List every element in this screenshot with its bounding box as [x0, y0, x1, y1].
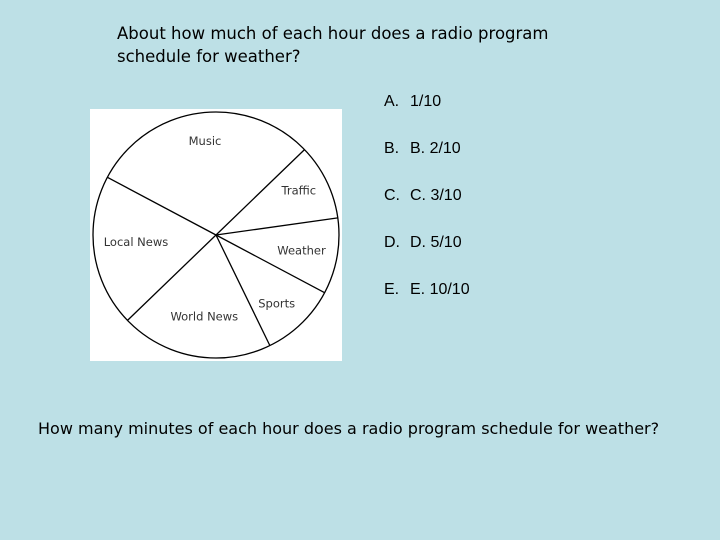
- option-c[interactable]: [384, 184, 470, 207]
- slice-label-sports: Sports: [258, 296, 296, 311]
- option-text: D. 5/10: [410, 234, 462, 251]
- slice-label-world-news: World News: [170, 309, 239, 324]
- option-text: 1/10: [410, 93, 442, 110]
- option-text: E. 10/10: [410, 281, 470, 298]
- option-e[interactable]: [384, 278, 470, 301]
- option-letter: C.: [384, 187, 400, 204]
- slice-label-music: Music: [188, 134, 222, 148]
- option-text: C. 3/10: [410, 187, 462, 204]
- option-letter: B.: [384, 140, 400, 157]
- option-letter: D.: [384, 234, 400, 251]
- option-d[interactable]: [384, 231, 470, 254]
- slice-divider-weather: [216, 218, 338, 235]
- option-text: B. 2/10: [410, 140, 461, 157]
- slice-divider-world-news: [216, 235, 270, 346]
- followup-question: How many minutes of each hour does a radio program schedule for weather?: [38, 419, 660, 438]
- slice-label-traffic: Traffic: [281, 183, 317, 198]
- slice-divider-music: [107, 177, 216, 235]
- option-a[interactable]: [384, 90, 470, 113]
- question-text: About how much of each hour does a radio program schedule for weather?: [117, 24, 549, 66]
- option-letter: E.: [384, 281, 400, 298]
- option-b[interactable]: [384, 137, 470, 160]
- pie-chart-svg: [90, 109, 342, 361]
- slice-label-local-news: Local News: [103, 235, 169, 249]
- pie-chart: [90, 109, 342, 361]
- answer-options: [384, 90, 470, 325]
- option-letter: A.: [384, 93, 400, 110]
- slice-label-weather: Weather: [277, 243, 326, 258]
